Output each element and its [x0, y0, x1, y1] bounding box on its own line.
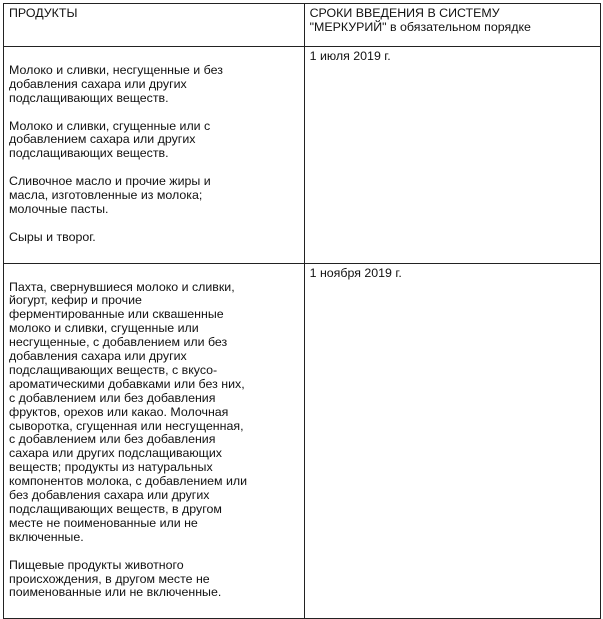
products-cell: [4, 47, 305, 264]
header-deadline: СРОКИ ВВЕДЕНИЯ В СИСТЕМУ "МЕРКУРИЙ" в обязательном порядке: [304, 4, 600, 47]
table-row: [4, 263, 601, 619]
product-item: Пахта, свернувшиеся молоко и сливки, йогурт, кефир и прочие ферментированные или сквашенные молоко и сливки, сгущенные или несгущенные, с добавлением или без добавления сахара или других подслащивающих веществ, с вкусо- ароматическими добавками или без них, с добавлением или без добавления фруктов, орехов или какао. Молочная сыворотка, сгущенная или несгущенная, с добавлением или без добавления сахара или других подслащивающих веществ; продукты из натуральных компонентов молока, с добавлением или без добавления сахара или других подслащивающих веществ, в другом месте не поименованные или не включенные.: [9, 279, 248, 544]
product-item: Пищевые продукты животного происхождения, в другом месте не поименованные или не включенные.: [9, 557, 222, 600]
product-item: Сливочное масло и прочие жиры и масла, изготовленные из молока; молочные пасты.: [9, 174, 211, 216]
table-row: [4, 47, 601, 264]
deadline-cell: 1 июля 2019 г.: [304, 47, 600, 264]
product-item: Молоко и сливки, сгущенные или с добавлением сахара или других подслащивающих веществ.: [9, 118, 211, 161]
header-products: ПРОДУКТЫ: [4, 4, 305, 47]
header-row: [4, 4, 601, 47]
product-item: Сыры и творог.: [9, 229, 96, 244]
deadline-cell: 1 ноября 2019 г.: [304, 263, 600, 619]
products-cell: [4, 263, 305, 619]
products-deadline-table: [3, 3, 601, 619]
product-item: Молоко и сливки, несгущенные и без добавления сахара или других подслащивающих веществ.: [9, 62, 223, 105]
